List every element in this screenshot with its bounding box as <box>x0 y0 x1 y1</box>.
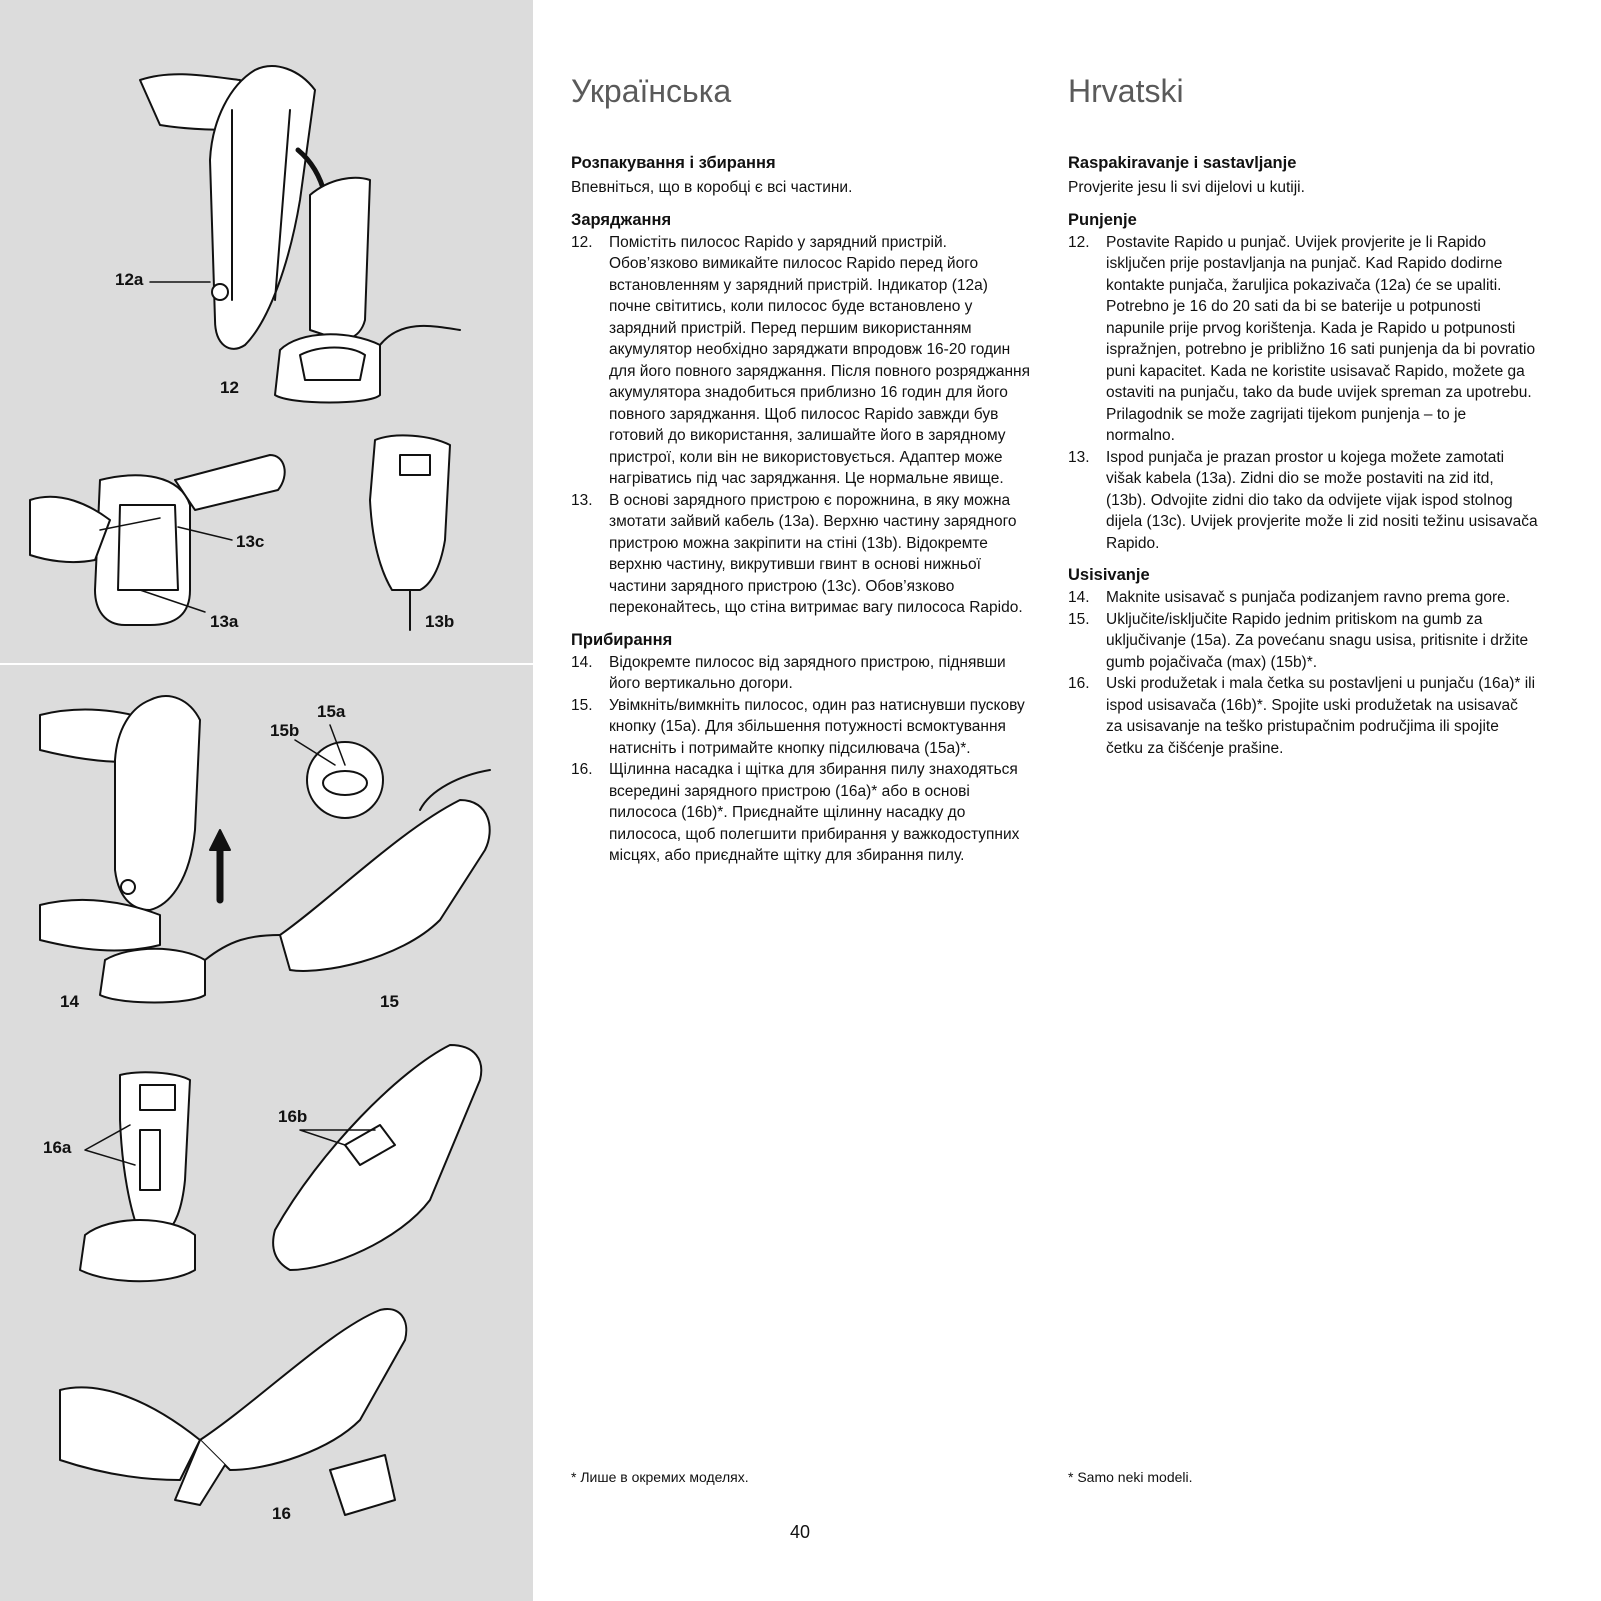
section-unpacking <box>1068 152 1538 199</box>
figure-12-drawing <box>140 66 460 402</box>
item-text: Помістіть пилосос Rapido у зарядний пристрій. Обов’язково вимикайте пилосос Rapido перед його встановленням у зарядний пристрій. Індикатор (12а) почне світитись, коли пилосос буде встановлено у зарядний пристрій. Перед першим використанням акумулятор необхідно заряджати впродовж 16-20 годин для його повного заряджання. Після повного розряджання акумулятора знадобиться приблизно 16 годин для його повного заряджання. Щоб пилосос Rapido завжди був готовий до використання, залишайте його в зарядному пристрої, коли він не використовується. Адаптер може нагріватись під час заряджання. Це нормальне явище. <box>609 233 1031 487</box>
figure-16b-drawing <box>273 1045 481 1270</box>
figure-label-15a: 15a <box>317 702 346 721</box>
list-item <box>1068 609 1538 674</box>
figure-14-drawing <box>40 696 280 1002</box>
section-cleaning <box>571 629 1033 867</box>
page-number: 40 <box>790 1522 811 1542</box>
list-item <box>1068 673 1538 759</box>
item-number: 16. <box>1068 675 1090 692</box>
item-number: 16. <box>571 761 593 778</box>
item-text: Maknite usisavač s punjača podizanjem ravno prema gore. <box>1106 589 1511 606</box>
figure-label-12: 12 <box>220 378 239 397</box>
list-item <box>571 759 1033 867</box>
section-text: Provjerite jesu li svi dijelovi u kutiji. <box>1068 179 1305 196</box>
item-number: 15. <box>571 696 593 714</box>
list-item <box>571 695 1033 760</box>
list-item <box>571 652 1033 695</box>
list-item <box>571 490 1033 619</box>
section-heading: Прибирання <box>571 630 673 649</box>
section-heading: Punjenje <box>1068 210 1137 229</box>
item-text: Uključite/isključite Rapido jednim pritiskom na gumb za uključivanje (15a). Za povećanu snagu usisa, pritisnite i držite gumb pojačivača (max) (15b)*. <box>1106 610 1529 671</box>
item-number: 13. <box>571 491 593 509</box>
section-charging <box>571 209 1033 619</box>
ukrainian-column <box>571 72 1033 877</box>
footnote-ukrainian: * Лише в окремих моделях. <box>571 1469 749 1485</box>
figure-label-14: 14 <box>60 992 79 1011</box>
figure-label-16b: 16b <box>278 1107 308 1126</box>
item-number: 14. <box>571 653 593 671</box>
section-heading: Usisivanje <box>1068 566 1150 584</box>
croatian-column <box>1068 72 1538 769</box>
item-number: 12. <box>1068 233 1090 251</box>
item-text: Щілинна насадка і щітка для збирання пилу знаходяться всередині зарядного пристрою (16а)* або в основі пилососа (16b)*. Приєднайте щілинну насадку до пилососа, щоб полегшити прибирання у важкодоступних місцях, або приєднайте щітку для збирання пилу. <box>609 761 1020 864</box>
figure-label-15: 15 <box>380 992 399 1011</box>
figure-label-13a: 13a <box>210 612 239 631</box>
list-item <box>571 232 1033 490</box>
item-text: В основі зарядного пристрою є порожнина, в яку можна змотати зайвий кабель (13а). Верхню частину зарядного пристрою можна закріпити на стіні (13b). Відокремте верхню частину, викрутивши гвинт в основі нижньої частини зарядного пристрою (13с). Обов’язково переконайтесь, що стіна витримає вагу пилососа Rapido. <box>609 491 1023 616</box>
footnote-croatian: * Samo neki modeli. <box>1068 1469 1193 1485</box>
list-item <box>1068 447 1538 555</box>
list-item <box>1068 587 1538 609</box>
item-number: 13. <box>1068 448 1090 466</box>
list-item <box>1068 232 1538 447</box>
figure-label-15b: 15b <box>270 721 300 740</box>
item-number: 12. <box>571 233 593 251</box>
section-heading: Raspakiravanje i sastavljanje <box>1068 154 1297 172</box>
section-heading: Розпакування і збирання <box>571 154 776 172</box>
figure-16-drawing <box>60 1309 406 1515</box>
figure-16a-drawing <box>80 1072 195 1281</box>
figure-label-13c: 13c <box>236 532 265 551</box>
section-unpacking <box>571 152 1033 199</box>
figure-15-drawing <box>280 725 490 971</box>
section-cleaning <box>1068 564 1538 759</box>
section-heading: Заряджання <box>571 210 672 229</box>
language-title: Hrvatski <box>1068 73 1184 109</box>
section-text: Впевніться, що в коробці є всі частини. <box>571 179 853 196</box>
item-text: Postavite Rapido u punjač. Uvijek provjerite je li Rapido isključen prije postavljanja na punjač. Kad Rapido dodirne kontakte punjača, žaruljica pokazivača (12a) će se upaliti. Potrebno je 16 do 20 sati da bi se baterije u potpunosti napunile prije prvog korištenja. Kada je Rapido u potpunosti ispražnjen, potrebno je približno 16 sati punjenja da bi povratio puni kapacitet. Kada ne koristite usisavač Rapido, možete ga ostaviti na punjaču, tako da bude uvijek spreman za upotrebu. Prilagodnik se može zagrijati tijekom punjenja – to je normalno. <box>1106 233 1536 444</box>
item-text: Увімкніть/вимкніть пилосос, один раз натиснувши пускову кнопку (15а). Для збільшення потужності всмоктування натисніть і потримайте кнопку підсилювача (15а)*. <box>609 696 1025 757</box>
item-number: 14. <box>1068 589 1090 606</box>
item-text: Відокремте пилосос від зарядного пристрою, піднявши його вертикально догори. <box>609 653 1006 692</box>
illustrations <box>0 0 533 1601</box>
item-number: 15. <box>1068 610 1090 628</box>
figure-label-16: 16 <box>272 1504 291 1523</box>
figure-label-13b: 13b <box>425 612 455 631</box>
figure-label-12a: 12a <box>115 270 144 289</box>
figure-label-16a: 16a <box>43 1138 72 1157</box>
item-text: Uski produžetak i mala četka su postavljeni u punjaču (16a)* ili ispod usisavača (16b)*. Spojite uski produžetak na usisavač za usisavanje na teško pristupačnim područjima ili spojite četku za čišćenje prašine. <box>1106 675 1536 757</box>
language-title: Українська <box>571 73 732 109</box>
section-charging <box>1068 209 1538 555</box>
item-text: Ispod punjača je prazan prostor u kojega možete zamotati višak kabela (13a). Zidni dio se može postaviti na zid itd, (13b). Odvojite zidni dio tako da odvijete vijak ispod stolnog dijela (13c). Uvijek provjerite može li zid nositi težinu usisavača Rapido. <box>1106 448 1538 552</box>
